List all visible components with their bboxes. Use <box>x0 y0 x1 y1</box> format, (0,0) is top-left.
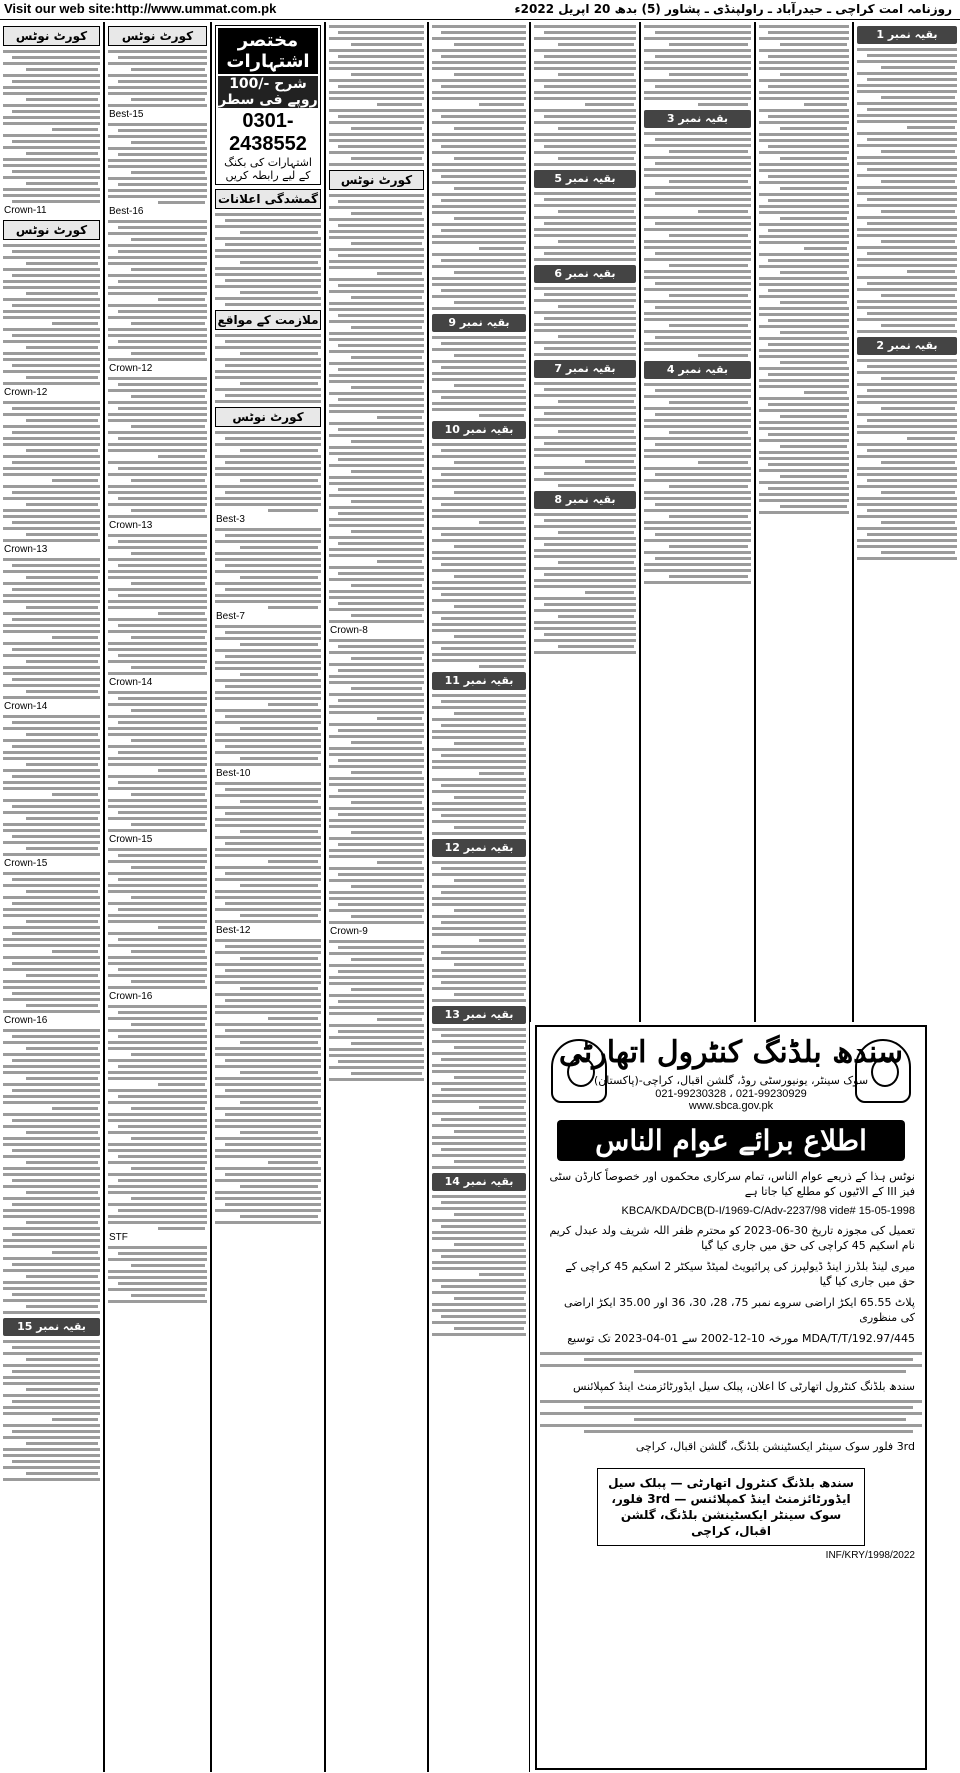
classified-ad-box <box>215 25 321 185</box>
continuation-column-b <box>531 22 640 1022</box>
section-heading: کورٹ نوٹس <box>329 170 424 190</box>
continuation-heading: بقیہ نمبر 2 <box>857 337 957 355</box>
ad-ref: Crown-9 <box>330 926 368 937</box>
ad-ref: Crown-13 <box>4 544 48 555</box>
notice-banner: اطلاع برائے عوام الناس <box>557 1120 905 1161</box>
ad-ref: Best-16 <box>109 206 144 217</box>
continuation-heading: بقیہ نمبر 5 <box>534 170 636 188</box>
notice-line: MDA/T/T/192.97/445 مورخہ 10-12-2002 سے 01-04-2023 تک توسیع <box>567 1332 915 1345</box>
notice-signature: سندھ بلڈنگ کنٹرول اتھارٹی — پبلک سیل ایڈورٹائزمنٹ اینڈ کمپلائنس — 3rd فلور، سوک سینٹر ایکسٹینشن بلڈنگ، گلشن اقبال، کراچی <box>597 1468 865 1546</box>
notice-reference: KBCA/KDA/DCB(D-I/1969-C/Adv-2237/98 vide# 15-05-1998 <box>621 1205 915 1217</box>
continuation-heading: بقیہ نمبر 8 <box>534 491 636 509</box>
ad-ref: Best-7 <box>216 611 245 622</box>
ad-ref: Crown-8 <box>330 625 368 636</box>
ad-ref: Crown-15 <box>109 834 153 845</box>
continuation-heading: بقیہ نمبر 6 <box>534 265 636 283</box>
authority-name: سندھ بلڈنگ کنٹرول اتھارٹی <box>558 1035 904 1070</box>
ad-ref: Best-12 <box>216 925 251 936</box>
ad-ref: Crown-15 <box>4 858 48 869</box>
notice-inf-number: INF/KRY/1998/2022 <box>825 1550 915 1561</box>
section-heading: کورٹ نوٹس <box>215 407 321 427</box>
ad-ref: Crown-12 <box>109 363 153 374</box>
court-notice-column-3 <box>326 22 428 1772</box>
continuation-heading: بقیہ نمبر 14 <box>432 1173 526 1191</box>
website-url[interactable]: Visit our web site:http://www.ummat.com.pk <box>4 1 277 16</box>
continuation-heading: بقیہ نمبر 13 <box>432 1006 526 1024</box>
continuation-heading: بقیہ نمبر 12 <box>432 839 526 857</box>
continuation-column-c <box>641 22 755 1022</box>
top-bar <box>0 0 960 20</box>
continuation-heading: بقیہ نمبر 11 <box>432 672 526 690</box>
classified-title: مختصر اشتہارات <box>218 28 318 74</box>
continuation-column-d <box>756 22 853 1022</box>
notice-line: پلاٹ 65.55 ایکڑ اراضی سروے نمبر 75، 28، 30، 36 اور 35.00 ایکڑ اراضی کی منظوری <box>563 1296 915 1324</box>
ad-ref: Best-10 <box>216 768 251 779</box>
continuation-column-e <box>854 22 960 1022</box>
ad-ref: Crown-14 <box>109 677 153 688</box>
notice-line: 3rd فلور سوک سینٹر ایکسٹینشن بلڈنگ، گلشن اقبال، کراچی <box>635 1440 915 1453</box>
classified-booking-note: اشتہارات کی بکنگ کے لیے رابطہ کریں <box>224 156 312 182</box>
notice-line: سندھ بلڈنگ کنٹرول اتھارٹی کا اعلان، پبلک سیل ایڈورٹائزمنٹ اینڈ کمپلائنس <box>573 1380 915 1393</box>
section-heading: ملازمت کے مواقع <box>215 310 321 330</box>
authority-address: سوک سینٹر، یونیورسٹی روڈ، گلشن اقبال، کراچی-(پاکستان) <box>593 1074 869 1087</box>
ad-ref: Best-3 <box>216 514 245 525</box>
continuation-heading: بقیہ نمبر 3 <box>644 110 751 128</box>
ad-ref: Crown-12 <box>4 387 48 398</box>
ad-ref: Crown-16 <box>4 1015 48 1026</box>
section-heading: کورٹ نوٹس <box>3 26 100 46</box>
continuation-column-a <box>429 22 530 1772</box>
continuation-heading: بقیہ نمبر 1 <box>857 26 957 44</box>
classified-phone[interactable]: 0301-2438552 <box>229 110 307 155</box>
sbca-emblem-icon <box>551 1039 607 1103</box>
notice-line: تعمیل کی مجوزہ تاریخ 30-06-2023 کو محترم ظفر اللہ شریف ولد عبدل کریم نام اسکیم 45 کراچی کی حق میں جاری کیا گیا <box>549 1224 915 1252</box>
notice-line: میری لینڈ بلڈرز اینڈ ڈیولپرز کی پرائیویٹ لمیٹڈ سیکٹر 2 اسکیم 45 کراچی کے حق میں جاری کیا گیا <box>565 1260 915 1288</box>
section-heading: کورٹ نوٹس <box>3 220 100 240</box>
public-notice-ad <box>535 1025 927 1770</box>
continuation-heading: بقیہ نمبر 9 <box>432 314 526 332</box>
ad-ref: Crown-16 <box>109 991 153 1002</box>
continuation-heading: بقیہ نمبر 15 <box>3 1318 100 1336</box>
sindh-seal-icon <box>855 1039 911 1103</box>
notice-line: نوٹس ہذا کے ذریعے عوام الناس، تمام سرکاری محکموں اور خصوصاً کارڈن سٹی فیز III کے الاٹیوں کو مطلع کیا جاتا ہے <box>549 1170 915 1198</box>
classified-column <box>212 22 325 1772</box>
ad-ref: Crown-14 <box>4 701 48 712</box>
masthead-dateline: روزنامہ امت کراچی ـ حیدرآباد ـ راولپنڈی ـ پشاور (5) بدھ 20 اپریل 2022ء <box>514 2 952 16</box>
continuation-heading: بقیہ نمبر 4 <box>644 361 751 379</box>
ad-ref: Crown-11 <box>4 205 47 216</box>
classified-rate: شرح -/100 روپے فی سطر <box>218 76 318 108</box>
ad-ref: Crown-13 <box>109 520 153 531</box>
continuation-heading: بقیہ نمبر 10 <box>432 421 526 439</box>
authority-website[interactable]: www.sbca.gov.pk <box>688 1100 774 1112</box>
ad-ref: Best-15 <box>109 109 144 120</box>
court-notice-column-2 <box>105 22 211 1772</box>
ad-ref: STF <box>109 1232 128 1243</box>
continuation-heading: بقیہ نمبر 7 <box>534 360 636 378</box>
court-notice-column <box>0 22 104 1772</box>
authority-phone: 021-99230328 ، 021-99230929 <box>655 1088 807 1100</box>
section-heading: گمشدگی اعلانات <box>215 189 321 209</box>
section-heading: کورٹ نوٹس <box>108 26 207 46</box>
